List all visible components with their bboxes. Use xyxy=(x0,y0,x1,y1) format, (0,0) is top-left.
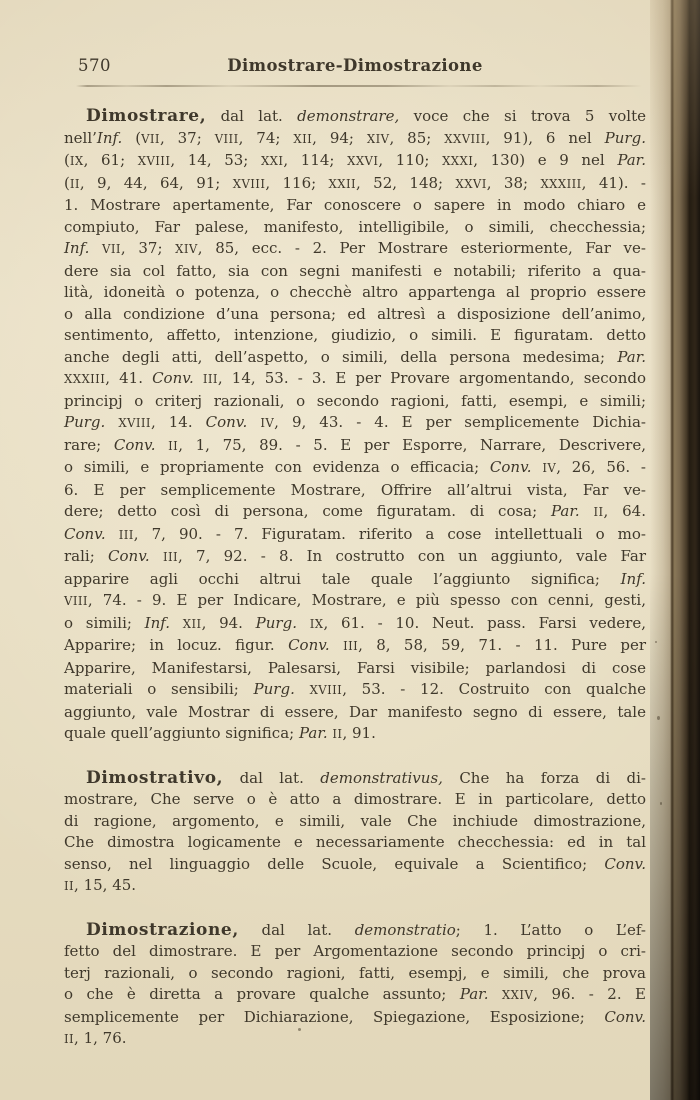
ink-speck xyxy=(298,1028,301,1031)
text-line: o alla condizione d’una persona; ed altresì a disposizione dell’animo, xyxy=(64,304,646,323)
text-line: XXXIII, 41. Conv. III, 14, 53. - 3. E per Provare argomentando, secondo xyxy=(64,369,646,387)
text-line: rare; Conv. II, 1, 75, 89. - 5. E per Esporre, Narrare, Descrivere, xyxy=(64,435,646,454)
text-line: fetto del dimostrare. E per Argomentazione secondo principj o cri- xyxy=(64,942,646,960)
header-rule xyxy=(76,85,642,87)
text-line: Dimostrativo, dal lat. demonstrativus, Che ha forza di di- xyxy=(86,767,646,788)
entry-dimostrativo xyxy=(64,768,646,898)
text-line: 1. Mostrare apertamente, Far conoscere o sapere in modo chiaro e xyxy=(64,196,646,214)
text-line: Dimostrazione, dal lat. demonstratio; 1. L’atto o L’ef- xyxy=(86,919,646,940)
text-line: II, 1, 76. xyxy=(64,1029,127,1047)
text-line: terj razionali, o secondo ragioni, fatti, esempj, e simili, che prova xyxy=(64,963,646,982)
text-line: Apparire, Manifestarsi, Palesarsi, Farsi visibile; parlandosi di cose xyxy=(64,658,646,677)
text-line: o simili, e propriamente con evidenza o efficacia; Conv. IV, 26, 56. - xyxy=(64,458,646,476)
text-line: dere sia col fatto, sia con segni manifesti e notabili; riferito a qua- xyxy=(64,261,646,280)
text-line: Dimostrare, dal lat. demonstrare, voce che si trova 5 volte xyxy=(86,106,646,126)
text-line: Apparire; in locuz. figur. Conv. III, 8, 58, 59, 71. - 11. Pure per xyxy=(64,636,646,654)
text-line: Purg. XVIII, 14. Conv. IV, 9, 43. - 4. E per semplicemente Dichia- xyxy=(64,413,646,431)
page-number: 570 xyxy=(78,56,111,75)
text-line: (II, 9, 44, 64, 91; XVIII, 116; XXII, 52, 148; XXVI, 38; XXXIII, 41). - xyxy=(64,173,646,192)
text-line: mostrare, Che serve o è atto a dimostrare. E in particolare, detto xyxy=(64,790,646,808)
text-line: semplicemente per Dichiarazione, Spiegazione, Esposizione; Conv. xyxy=(64,1007,646,1026)
text-line: rali; Conv. III, 7, 92. - 8. In costrutto con un aggiunto, vale Far xyxy=(64,547,646,565)
text-line: Inf. VII, 37; XIV, 85, ecc. - 2. Per Mostrare esteriormente, Far ve- xyxy=(64,239,646,257)
text-line: compiuto, Far palese, manifesto, intelligibile, o simili, checchessia; xyxy=(64,217,646,236)
text-line: VIII, 74. - 9. E per Indicare, Mostrare, e più spesso con cenni, gesti, xyxy=(64,591,646,609)
text-line: 6. E per semplicemente Mostrare, Offrire all’altrui vista, Far ve- xyxy=(64,480,646,499)
text-line: senso, nel linguaggio delle Scuole, equivale a Scientifico; Conv. xyxy=(64,854,646,873)
running-title: Dimostrare-Dimostrazione xyxy=(227,56,483,75)
text-line: apparire agli occhi altrui tale quale l’aggiunto significa; Inf. xyxy=(64,569,646,588)
book-edge xyxy=(650,0,700,1100)
text-line: materiali o sensibili; Purg. XVIII, 53. - 12. Costruito con qualche xyxy=(64,680,646,698)
text-line: sentimento, affetto, intenzione, giudizio, o simili. E figuratam. detto xyxy=(64,326,646,344)
entries xyxy=(64,106,646,1051)
text-line: Conv. III, 7, 90. - 7. Figuratam. riferito a cose intellettuali o mo- xyxy=(64,524,646,543)
text-line: aggiunto, vale Mostrar di essere, Dar manifesto segno di essere, tale xyxy=(64,702,646,721)
text-line: o che è diretta a provare qualche assunto; Par. XXIV, 96. - 2. E xyxy=(64,985,646,1003)
text-line: (IX, 61; XVIII, 14, 53; XXI, 114; XXVI, 110; XXXI, 130) e 9 nel Par. xyxy=(64,151,646,169)
text-line: principj o criterj razionali, o secondo ragioni, fatti, esempi, e simili; xyxy=(64,391,646,410)
page-header xyxy=(64,56,646,80)
text-line: o simili; Inf. XII, 94. Purg. IX, 61. - 10. Neut. pass. Farsi vedere, xyxy=(64,613,646,632)
entry-dimostrare xyxy=(64,106,646,746)
text-line: anche degli atti, dell’aspetto, o simili, della persona medesima; Par. xyxy=(64,347,646,366)
text-line: dere; detto così di persona, come figuratam. di cosa; Par. II, 64. xyxy=(64,502,646,520)
text-line: Che dimostra logicamente e necessariamente checchessia: ed in tal xyxy=(64,833,646,851)
text-line: lità, idoneità o potenza, o checchè altro appartenga al proprio essere xyxy=(64,283,646,301)
text-line: quale quell’aggiunto significa; Par. II, 91. xyxy=(64,724,376,742)
text-line: nell’Inf. (VII, 37; VIII, 74; XII, 94; XIV, 85; XXVIII, 91), 6 nel Purg. xyxy=(64,128,646,147)
entry-dimostrazione xyxy=(64,920,646,1051)
text-line: di ragione, argomento, e simili, vale Che inchiude dimostrazione, xyxy=(64,811,646,830)
text-line: II, 15, 45. xyxy=(64,876,137,894)
